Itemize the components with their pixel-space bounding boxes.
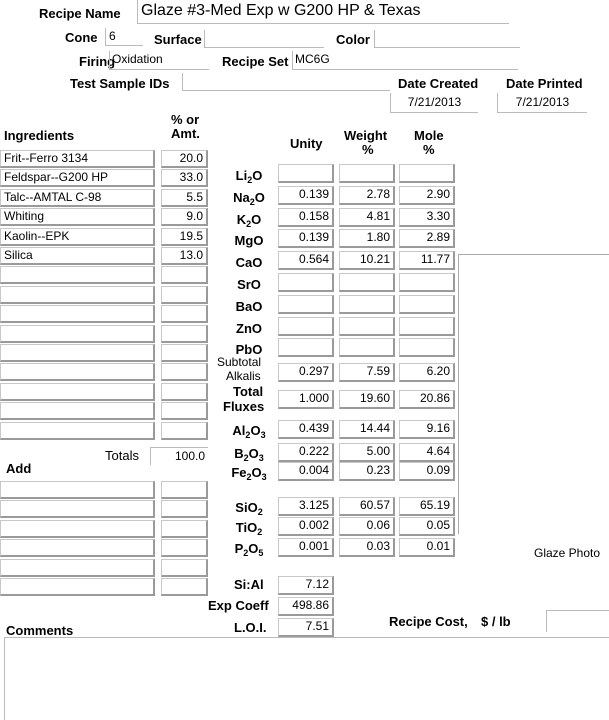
ingredient-name-field[interactable] — [0, 266, 155, 284]
ingredient-amount-field[interactable]: 13.0 — [161, 247, 208, 265]
oxide-unity-value: 0.001 — [278, 538, 334, 557]
oxide-weight-value: 14.44 — [339, 420, 395, 439]
oxide-mole-value: 3.30 — [399, 208, 455, 227]
comments-label: Comments — [6, 623, 74, 638]
oxide-mole-value — [399, 295, 455, 314]
recipe-name-field[interactable]: Glaze #3-Med Exp w G200 HP & Texas — [137, 0, 509, 24]
oxide-label: $B_2O_3$ — [234, 446, 264, 463]
oxide-label: $Na_2O$ — [233, 189, 265, 207]
ingredient-amount-field[interactable] — [161, 383, 208, 401]
oxide-weight-value: 0.23 — [339, 462, 395, 481]
oxide-unity-value: 3.125 — [278, 497, 334, 516]
oxide-weight-value: 60.57 — [339, 497, 395, 516]
oxide-mole-value: 11.77 — [399, 251, 455, 270]
add-name-field[interactable] — [0, 500, 155, 518]
oxide-mole-value: 0.01 — [399, 538, 455, 557]
ingredient-amount-field[interactable] — [161, 344, 208, 362]
oxide-weight-value: 19.60 — [339, 390, 395, 409]
add-amount-field[interactable] — [161, 520, 208, 538]
oxide-label: TiO$_2$ — [235, 520, 263, 537]
add-amount-field[interactable] — [161, 578, 208, 596]
oxide-weight-value — [339, 317, 395, 336]
oxide-unity-value: 0.004 — [278, 462, 334, 481]
surface-field[interactable] — [204, 30, 324, 48]
amount-header-2: Amt. — [171, 126, 200, 141]
oxide-unity-value: 0.564 — [278, 251, 334, 270]
oxide-weight-value: 1.80 — [339, 229, 395, 248]
oxide-mole-value: 6.20 — [399, 363, 455, 382]
oxide-weight-value — [339, 273, 395, 292]
add-name-field[interactable] — [0, 578, 155, 596]
mole-header-2: % — [423, 142, 435, 157]
oxide-label: $Fe_2O_3$ — [231, 465, 267, 482]
ingredient-name-field[interactable]: Feldspar--G200 HP — [0, 169, 155, 187]
oxide-mole-value: 2.89 — [399, 229, 455, 248]
oxide-unity-value: 0.139 — [278, 229, 334, 248]
ingredient-amount-field[interactable] — [161, 402, 208, 420]
oxide-unity-value: 0.158 — [278, 208, 334, 227]
total-fluxes-label-1: Total — [233, 384, 264, 399]
ingredient-name-field[interactable] — [0, 422, 155, 440]
recipe-cost-field[interactable] — [546, 610, 609, 632]
recipe-cost-label: Recipe Cost, — [389, 614, 468, 629]
oxide-unity-value — [278, 164, 334, 183]
si-al-label: Si:Al — [234, 577, 264, 592]
oxide-mole-value: 9.16 — [399, 420, 455, 439]
oxide-weight-value — [339, 338, 395, 357]
subtotal-label-2: Alkalis — [226, 369, 261, 383]
date-created-field[interactable]: 7/21/2013 — [390, 93, 478, 113]
date-created-label: Date Created — [398, 76, 479, 91]
ingredient-amount-field[interactable]: 33.0 — [161, 169, 208, 187]
oxide-mole-value — [399, 338, 455, 357]
oxide-weight-value: 2.78 — [339, 186, 395, 205]
oxide-unity-value: 1.000 — [278, 390, 334, 409]
weight-header-1: Weight — [344, 128, 388, 143]
weight-header-2: % — [362, 142, 374, 157]
oxide-mole-value: 65.19 — [399, 497, 455, 516]
oxide-unity-value — [278, 295, 334, 314]
firing-label: Firing — [79, 54, 116, 69]
oxide-label: BaO — [235, 298, 263, 314]
oxide-mole-value: 4.64 — [399, 443, 455, 462]
per-lb-label: $ / lb — [481, 614, 511, 629]
oxide-weight-value: 0.03 — [339, 538, 395, 557]
ingredient-name-field[interactable] — [0, 344, 155, 362]
add-name-field[interactable] — [0, 539, 155, 557]
totals-label: Totals — [105, 448, 139, 463]
oxide-unity-value: 0.139 — [278, 186, 334, 205]
ingredient-name-field[interactable] — [0, 363, 155, 381]
add-name-field[interactable] — [0, 481, 155, 499]
oxide-mole-value: 20.86 — [399, 390, 455, 409]
test-sample-label: Test Sample IDs — [70, 76, 170, 91]
ingredient-amount-field[interactable]: 5.5 — [161, 189, 208, 207]
ingredient-name-field[interactable] — [0, 383, 155, 401]
oxide-mole-value — [399, 317, 455, 336]
oxide-weight-value: 7.59 — [339, 363, 395, 382]
ingredient-name-field[interactable]: Kaolin--EPK — [0, 228, 155, 246]
ingredient-amount-field[interactable] — [161, 305, 208, 323]
comments-field[interactable] — [4, 637, 609, 720]
loi-label: L.O.I. — [234, 620, 267, 635]
surface-label: Surface — [154, 32, 202, 47]
oxide-unity-value — [278, 338, 334, 357]
oxide-weight-value — [339, 164, 395, 183]
exp-coeff-value: 498.86 — [278, 597, 334, 616]
loi-value: 7.51 — [278, 618, 334, 637]
totals-value: 100.0 — [150, 447, 208, 465]
oxide-label: $Al_2O_3$ — [232, 423, 266, 440]
oxide-mole-value: 0.05 — [399, 517, 455, 536]
color-label: Color — [336, 32, 370, 47]
oxide-label: SrO — [237, 277, 261, 292]
add-amount-field[interactable] — [161, 481, 208, 499]
oxide-unity-value: 0.297 — [278, 363, 334, 382]
oxide-label: $K_2O$ — [236, 211, 262, 229]
ingredient-amount-field[interactable] — [161, 363, 208, 381]
cone-label: Cone — [65, 30, 98, 45]
unity-header: Unity — [290, 136, 323, 151]
add-name-field[interactable] — [0, 559, 155, 577]
oxide-unity-value — [278, 273, 334, 292]
add-amount-field[interactable] — [161, 559, 208, 577]
add-name-field[interactable] — [0, 520, 155, 538]
amount-header-1: % or — [171, 112, 200, 127]
oxide-label: $P_2O_5$ — [234, 541, 264, 558]
recipe-set-label: Recipe Set — [222, 54, 289, 69]
cone-field[interactable]: 6 — [105, 28, 143, 46]
oxide-label: MgO — [234, 233, 264, 249]
date-printed-label: Date Printed — [506, 76, 583, 91]
oxide-unity-value: 0.222 — [278, 443, 334, 462]
glaze-photo-label: Glaze Photo — [534, 546, 601, 560]
ingredient-name-field[interactable]: Frit--Ferro 3134 — [0, 150, 155, 168]
mole-header-1: Mole — [414, 128, 444, 143]
oxide-unity-value: 0.439 — [278, 420, 334, 439]
oxide-weight-value — [339, 295, 395, 314]
add-amount-field[interactable] — [161, 500, 208, 518]
recipe-set-field[interactable]: MC6G — [292, 51, 518, 70]
ingredient-name-field[interactable] — [0, 402, 155, 420]
test-sample-field[interactable] — [182, 73, 390, 91]
ingredient-amount-field[interactable]: 9.0 — [161, 208, 208, 226]
oxide-mole-value: 0.09 — [399, 462, 455, 481]
oxide-label: PbO — [235, 342, 263, 358]
oxide-weight-value: 0.06 — [339, 517, 395, 536]
ingredient-amount-field[interactable] — [161, 422, 208, 440]
subtotal-label-1: Subtotal — [217, 355, 262, 369]
oxide-mole-value — [399, 273, 455, 292]
oxide-mole-value — [399, 164, 455, 183]
color-field[interactable] — [374, 30, 520, 48]
ingredient-name-field[interactable] — [0, 305, 155, 323]
si-al-value: 7.12 — [278, 576, 334, 595]
ingredient-amount-field[interactable] — [161, 325, 208, 343]
oxide-weight-value: 4.81 — [339, 208, 395, 227]
add-amount-field[interactable] — [161, 539, 208, 557]
ingredient-name-field[interactable]: Talc--AMTAL C-98 — [0, 189, 155, 207]
add-title: Add — [6, 461, 32, 476]
ingredient-name-field[interactable] — [0, 325, 155, 343]
firing-field[interactable]: Oxidation — [109, 51, 209, 70]
oxide-label: $Li_2O$ — [235, 168, 263, 185]
oxide-weight-value: 10.21 — [339, 251, 395, 270]
ingredient-amount-field[interactable]: 19.5 — [161, 228, 208, 246]
oxide-weight-value: 5.00 — [339, 443, 395, 462]
oxide-label: CaO — [235, 255, 263, 271]
exp-coeff-label: Exp Coeff — [208, 598, 269, 613]
recipe-name-label: Recipe Name — [39, 6, 121, 21]
oxide-unity-value: 0.002 — [278, 517, 334, 536]
date-printed-field[interactable]: 7/21/2013 — [497, 93, 587, 113]
ingredient-amount-field[interactable] — [161, 286, 208, 304]
ingredient-name-field[interactable]: Whiting — [0, 208, 155, 226]
oxide-label: SiO$_2$ — [235, 500, 263, 517]
glaze-photo-frame-left — [458, 254, 459, 534]
ingredient-amount-field[interactable]: 20.0 — [161, 150, 208, 168]
ingredient-name-field[interactable] — [0, 286, 155, 304]
oxide-label: ZnO — [236, 320, 262, 336]
total-fluxes-label-2: Fluxes — [223, 399, 265, 414]
glaze-photo-frame-top — [458, 254, 609, 255]
oxide-unity-value — [278, 317, 334, 336]
ingredients-title: Ingredients — [4, 128, 75, 143]
oxide-mole-value: 2.90 — [399, 186, 455, 205]
ingredient-name-field[interactable]: Silica — [0, 247, 155, 265]
ingredient-amount-field[interactable] — [161, 266, 208, 284]
